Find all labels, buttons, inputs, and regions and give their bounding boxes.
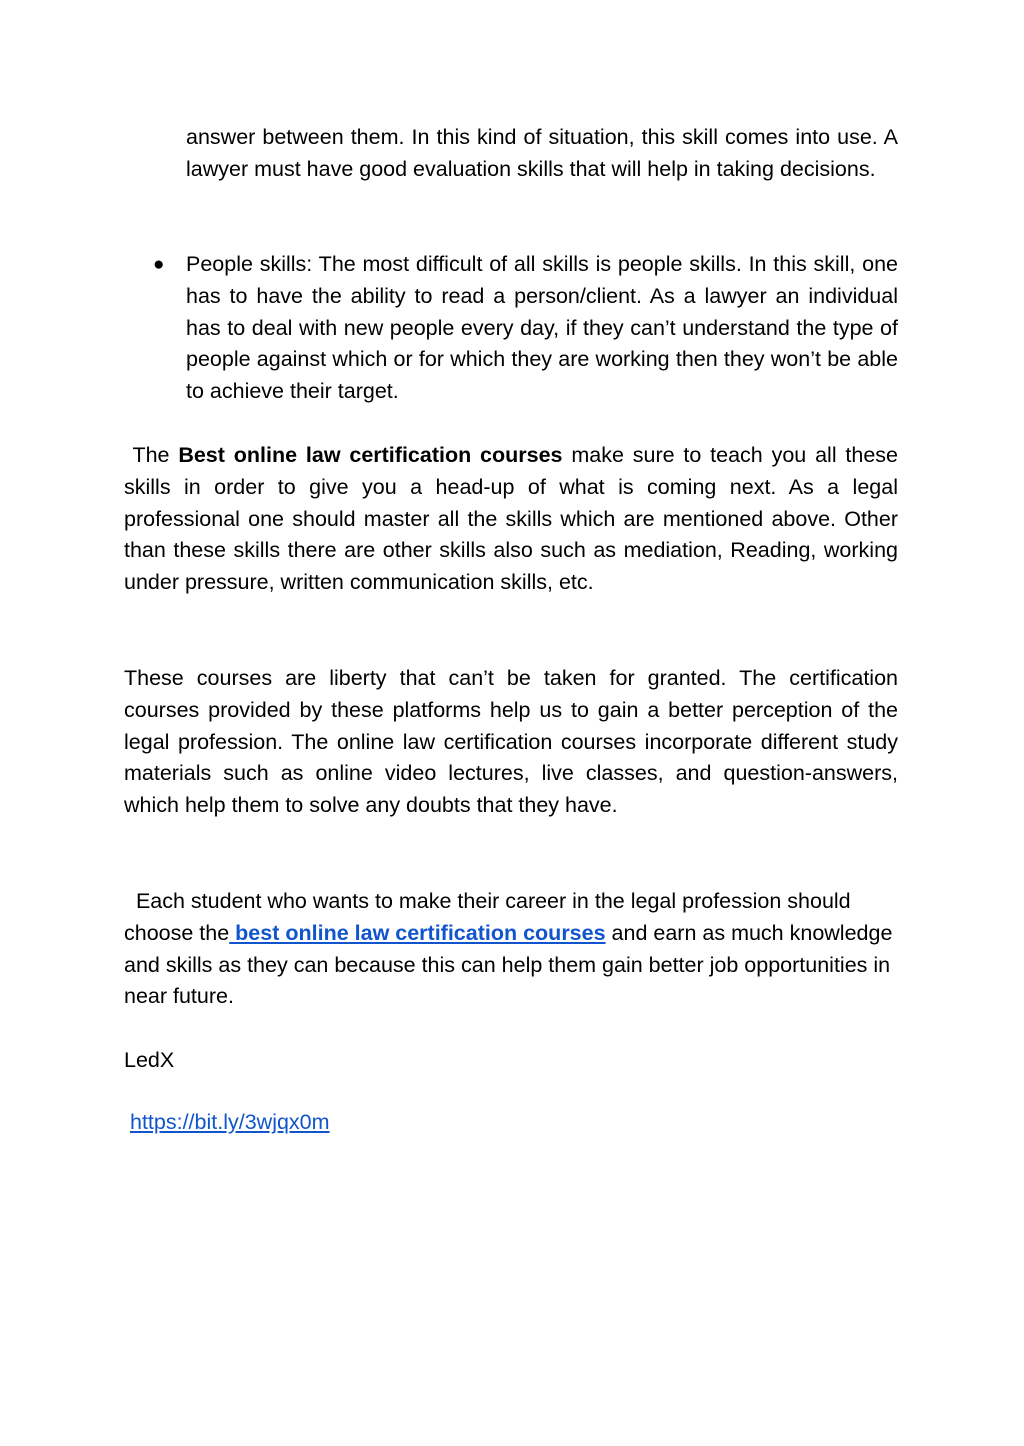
best-courses-link[interactable]: best online law certification courses	[229, 920, 606, 945]
paragraph-best-courses	[124, 440, 898, 599]
bullet-marker: ●	[153, 254, 165, 275]
paragraph1-before: The	[124, 443, 179, 467]
paragraph3-after: and earn as much knowledge and skills as they can because this can help them gain better job opportunities in near future.	[124, 920, 893, 1009]
bullet-text: People skills: The most difficult of all skills is people skills. In this skill, one has to have the ability to read a person/client. As a lawyer an individual has to deal with new people every day, if they can’t understand the type of people against which or for which they are working then they won’t be able to achieve their target.	[186, 252, 898, 404]
paragraph-each-student	[124, 886, 894, 1013]
signature-paragraph	[124, 1045, 898, 1077]
short-url-link[interactable]: https://bit.ly/3wjqx0m	[130, 1110, 330, 1134]
url-paragraph	[130, 1107, 904, 1139]
continuation-paragraph	[186, 122, 898, 186]
paragraph-courses-liberty	[124, 663, 898, 822]
signature-text: LedX	[124, 1048, 175, 1072]
paragraph1-after: make sure to teach you all these skills in order to give you a head-up of what is coming next. As a legal professional one should master all the skills which are mentioned above. Other than these skills there are other skills also such as mediation, Reading, working under pressure, written communication skills, etc.	[124, 443, 899, 595]
continuation-text: answer between them. In this kind of situation, this skill comes into use. A lawyer must have good evaluation skills that will help in taking decisions.	[186, 125, 898, 181]
paragraph1-bold-phrase: Best online law certification courses	[178, 443, 563, 467]
paragraph2-text: These courses are liberty that can’t be taken for granted. The certification courses provided by these platforms help us to gain a better perception of the legal profession. The online law certification courses incorporate different study materials such as online video lectures, live classes, and question-answers, which help them to solve any doubts that they have.	[124, 666, 898, 818]
paragraph3-before: Each student who wants to make their career in the legal profession should choose the	[124, 889, 857, 945]
